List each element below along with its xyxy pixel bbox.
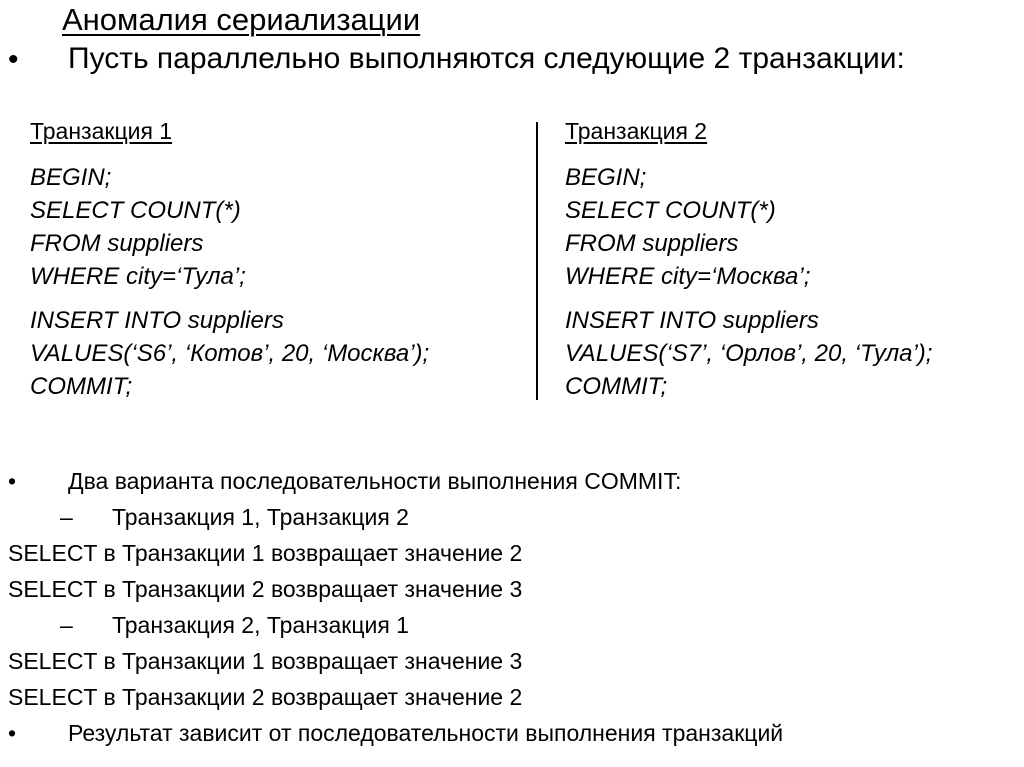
option-1-result-2: SELECT в Транзакции 2 возвращает значение 3 <box>8 576 523 602</box>
option-2-result-1: SELECT в Транзакции 1 возвращает значение 3 <box>8 648 523 674</box>
transaction-1-heading: Транзакция 1 <box>30 118 173 144</box>
transaction-2-heading: Транзакция 2 <box>565 118 708 144</box>
intro-text: Пусть параллельно выполняются следующие 2 транзакции: <box>68 42 905 75</box>
transaction-1-code-block-1 <box>30 161 246 293</box>
code-line: BEGIN; <box>565 164 647 191</box>
option-1-dash: – <box>60 504 73 530</box>
code-line: FROM suppliers <box>30 230 204 257</box>
code-line: VALUES(‘S7’, ‘Орлов’, 20, ‘Тула’); <box>565 340 933 367</box>
code-line: COMMIT; <box>30 373 133 400</box>
conclusion-text: Результат зависит от последовательности выполнения транзакций <box>68 720 784 746</box>
code-line: WHERE city=‘Тула’; <box>30 263 246 290</box>
variants-intro: Два варианта последовательности выполнения COMMIT: <box>68 468 682 494</box>
code-line: INSERT INTO suppliers <box>565 307 819 334</box>
column-divider <box>536 122 538 400</box>
code-line: INSERT INTO suppliers <box>30 307 284 334</box>
code-line: SELECT COUNT(*) <box>565 197 776 224</box>
transaction-1-code-block-2 <box>30 304 429 403</box>
code-line: FROM suppliers <box>565 230 739 257</box>
intro-bullet: • <box>8 43 19 76</box>
code-line: SELECT COUNT(*) <box>30 197 241 224</box>
code-line: BEGIN; <box>30 164 112 191</box>
page-title: Аномалия сериализации <box>62 2 421 37</box>
variants-bullet: • <box>8 468 17 494</box>
code-line: COMMIT; <box>565 373 668 400</box>
option-1-label: Транзакция 1, Транзакция 2 <box>112 504 409 530</box>
option-2-dash: – <box>60 612 73 638</box>
transaction-2-code-block-2 <box>565 304 932 403</box>
code-line: WHERE city=‘Москва’; <box>565 263 811 290</box>
transaction-2-code-block-1 <box>565 161 810 293</box>
code-line: VALUES(‘S6’, ‘Котов’, 20, ‘Москва’); <box>30 340 430 367</box>
option-1-result-1: SELECT в Транзакции 1 возвращает значение 2 <box>8 540 523 566</box>
option-2-label: Транзакция 2, Транзакция 1 <box>112 612 409 638</box>
conclusion-bullet: • <box>8 720 17 746</box>
option-2-result-2: SELECT в Транзакции 2 возвращает значение 2 <box>8 684 523 710</box>
